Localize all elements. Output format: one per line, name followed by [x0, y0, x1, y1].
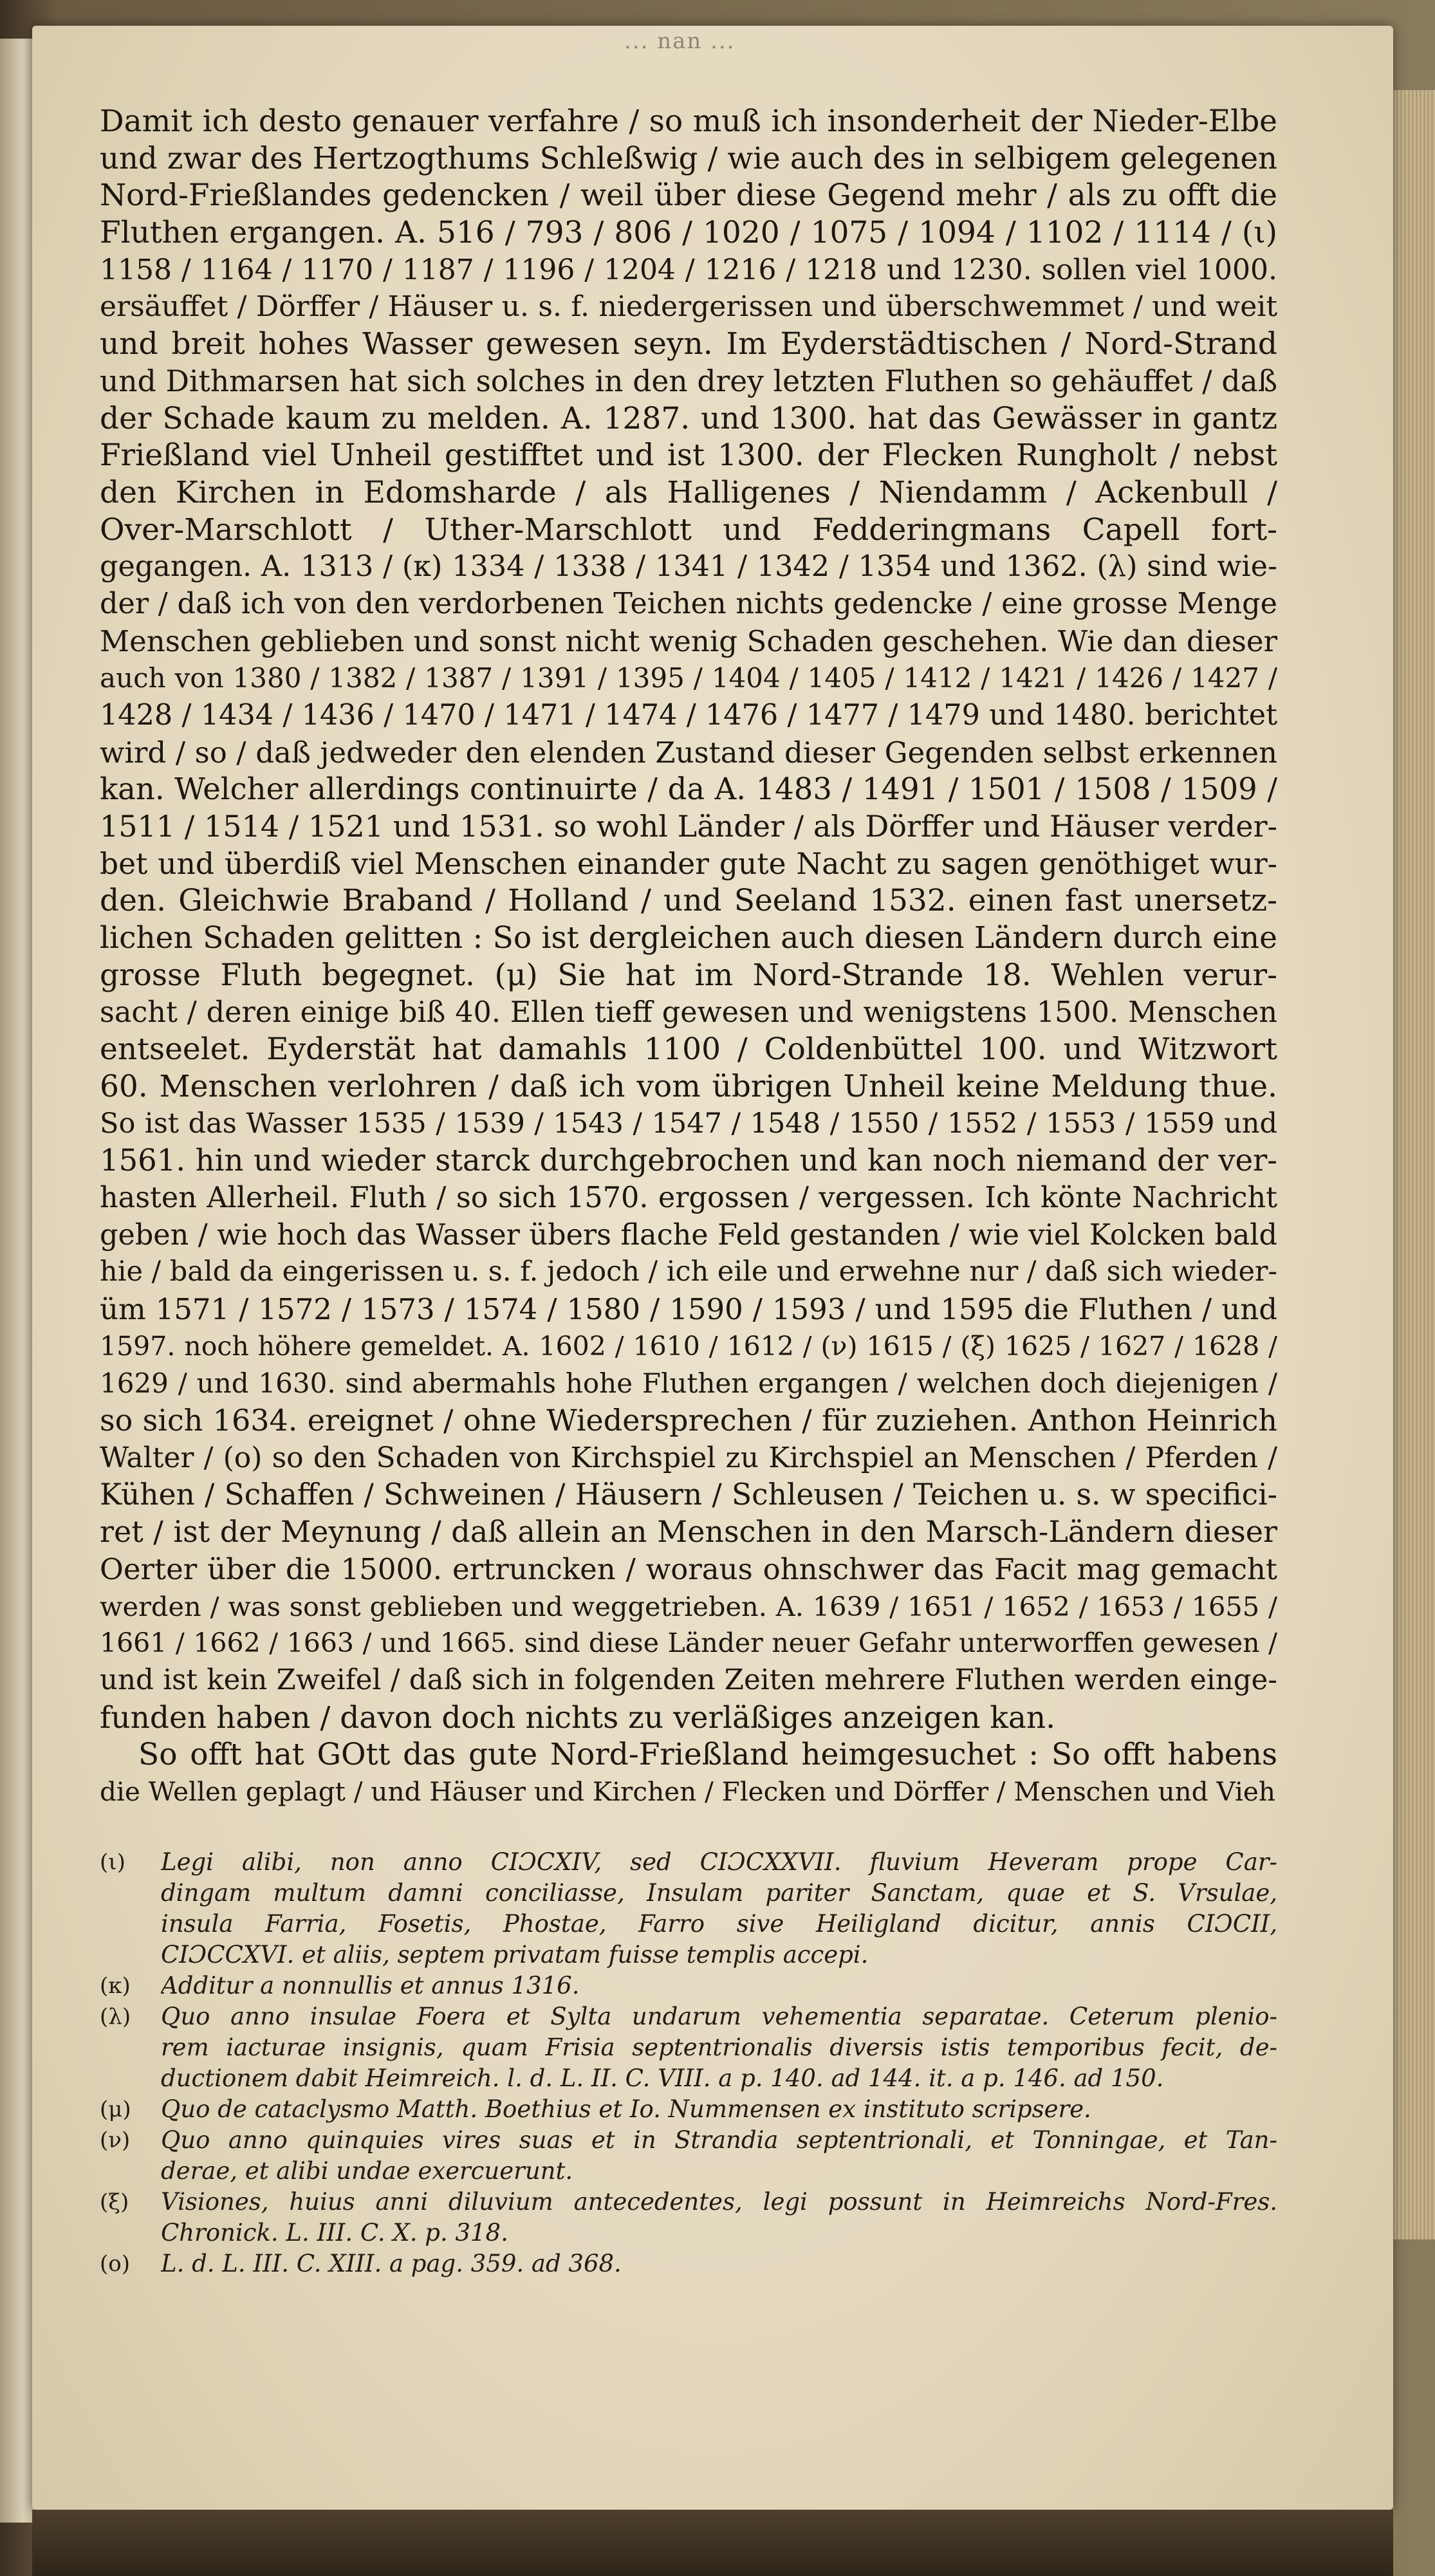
text-line: Oerter über die 15000. ertruncken / woraus ohnschwer das Facit mag gemacht — [100, 1552, 1277, 1586]
running-header-fragment: ... nan ... — [624, 28, 736, 54]
footnote-marker — [100, 2156, 161, 2187]
footnote-line — [100, 1847, 1277, 1878]
text-line: kan. Welcher allerdings continuirte / da A. 1483 / 1491 / 1501 / 1508 / 1509 / — [100, 772, 1277, 807]
text-line: und Dithmarsen hat sich solches in den drey letzten Fluthen so gehäuffet / daß — [100, 364, 1277, 398]
text-line: So offt hat GOtt das gute Nord-Frießland heimgesuchet : So offt habens — [138, 1737, 1277, 1773]
footnote-text: Additur a nonnullis et annus 1316. — [161, 1972, 580, 1999]
footnote-line — [100, 2125, 1277, 2156]
footnote-line — [100, 2156, 1277, 2187]
text-line: der / daß ich von den verdorbenen Teichen nichts gedencke / eine grosse Menge — [100, 587, 1277, 620]
bottom-shadow — [32, 2510, 1393, 2576]
footnote-line — [100, 1909, 1277, 1940]
text-line: der Schade kaum zu melden. A. 1287. und 1300. hat das Gewässer in gantz — [100, 400, 1277, 436]
text-line: Walter / (ο) so den Schaden von Kirchspiel zu Kirchspiel an Menschen / Pferden / — [100, 1441, 1277, 1474]
footnote-text: dingam multum damni conciliasse, Insulam pariter Sanctam, quae et S. Vrsulae, — [161, 1879, 1277, 1907]
footnote-line — [100, 2248, 1277, 2279]
footnote-line — [100, 2187, 1277, 2218]
footnote-line — [100, 1940, 1277, 1970]
text-line: auch von 1380 / 1382 / 1387 / 1391 / 1395 / 1404 / 1405 / 1412 / 1421 / 1426 / 1427 / — [100, 662, 1277, 694]
footnote-line — [100, 1878, 1277, 1909]
footnote-text: Legi alibi, non anno CIƆCXIV, sed CIƆCXXVII. fluvium Heveram prope Car- — [161, 1848, 1277, 1876]
text-line: bet und überdiß viel Menschen einander gute Nacht zu sagen genöthiget wur- — [100, 846, 1277, 881]
text-line: 1158 / 1164 / 1170 / 1187 / 1196 / 1204 / 1216 / 1218 und 1230. sollen viel 1000. — [100, 253, 1277, 286]
text-line: hie / bald da eingerissen u. s. f. jedoch / ich eile und erwehne nur / daß sich wieder- — [100, 1256, 1277, 1288]
text-line: ersäuffet / Dörffer / Häuser u. s. f. niedergerissen und überschwemmet / und weit — [100, 290, 1277, 324]
footnote-line — [100, 2063, 1277, 2094]
footnote-line — [100, 2001, 1277, 2032]
text-line: 60. Menschen verlohren / daß ich vom übrigen Unheil keine Meldung thue. — [100, 1068, 1277, 1104]
footnote-text: L. d. L. III. C. XIII. a pag. 359. ad 368. — [161, 2250, 622, 2277]
text-line: funden haben / davon doch nichts zu verläßiges anzeigen kan. — [100, 1700, 1056, 1736]
text-line: werden / was sonst geblieben und weggetrieben. A. 1639 / 1651 / 1652 / 1653 / 1655 / — [100, 1590, 1277, 1622]
book-fore-edge — [1387, 90, 1435, 2239]
footnote-marker — [100, 2032, 161, 2063]
footnotes-block — [100, 1847, 1277, 2279]
footnote-line — [100, 2094, 1277, 2125]
text-line: So ist das Wasser 1535 / 1539 / 1543 / 1547 / 1548 / 1550 / 1552 / 1553 / 1559 und — [100, 1107, 1277, 1140]
footnote-marker — [100, 1909, 161, 1940]
footnote-text: derae, et alibi undae exercuerunt. — [161, 2157, 573, 2185]
footnote-text: Quo anno quinquies vires suas et in Strandia septentrionali, et Tonningae, et Tan- — [161, 2126, 1277, 2154]
footnote-line — [100, 2032, 1277, 2063]
footnote-marker — [100, 1940, 161, 1970]
text-line: sacht / deren einige biß 40. Ellen tieff gewesen und wenigstens 1500. Menschen — [100, 996, 1277, 1029]
text-line: den. Gleichwie Braband / Holland / und Seeland 1532. einen fast unersetz- — [100, 883, 1277, 919]
text-line: 1428 / 1434 / 1436 / 1470 / 1471 / 1474 / 1476 / 1477 / 1479 und 1480. berichtet — [100, 699, 1277, 732]
text-line: 1629 / und 1630. sind abermahls hohe Fluthen ergangen / welchen doch diejenigen / — [100, 1367, 1277, 1400]
text-line: und breit hohes Wasser gewesen seyn. Im Eyderstädtischen / Nord-Strand — [100, 326, 1277, 362]
footnote-marker — [100, 1878, 161, 1909]
text-line: Fluthen ergangen. A. 516 / 793 / 806 / 1020 / 1075 / 1094 / 1102 / 1114 / (ι) — [100, 215, 1277, 251]
footnote-text: Chronick. L. III. C. X. p. 318. — [161, 2219, 508, 2247]
footnote-text: insula Farria, Fosetis, Phostae, Farro sive Heiligland dicitur, annis CIƆCII, — [161, 1910, 1277, 1938]
footnote-text: Quo anno insulae Foera et Sylta undarum vehementia separatae. Ceterum plenio- — [161, 2003, 1277, 2030]
text-line: 1511 / 1514 / 1521 und 1531. so wohl Länder / als Dörffer und Häuser verder- — [100, 809, 1277, 844]
footnote-marker: (ξ) — [100, 2189, 129, 2215]
footnote-marker: (μ) — [100, 2097, 131, 2122]
footnote-line — [100, 1970, 1277, 2001]
text-line: Nord-Frießlandes gedencken / weil über diese Gegend mehr / als zu offt die — [100, 178, 1277, 214]
main-text-block — [100, 103, 1277, 1811]
text-line: üm 1571 / 1572 / 1573 / 1574 / 1580 / 1590 / 1593 / und 1595 die Fluthen / und — [100, 1292, 1277, 1326]
text-line: Frießland viel Unheil gestifftet und ist 1300. der Flecken Rungholt / nebst — [100, 438, 1277, 474]
footnote-text: CIƆCCXVI. et aliis, septem privatam fuisse templis accepi. — [161, 1941, 869, 1969]
footnote-marker: (ο) — [100, 2251, 130, 2277]
text-line: geben / wie hoch das Wasser übers flache Feld gestanden / wie viel Kolcken bald — [100, 1218, 1277, 1252]
text-line: Menschen geblieben und sonst nicht wenig Schaden geschehen. Wie dan dieser — [100, 624, 1277, 658]
text-line: die Wellen geplagt / und Häuser und Kirchen / Flecken und Dörffer / Menschen und Vieh — [100, 1775, 1275, 1807]
footnote-line — [100, 2218, 1277, 2248]
text-line: Kühen / Schaffen / Schweinen / Häusern / Schleusen / Teichen u. s. w specifici- — [100, 1478, 1277, 1512]
text-line: 1661 / 1662 / 1663 / und 1665. sind diese Länder neuer Gefahr unterworffen gewesen / — [100, 1627, 1277, 1659]
footnote-text: Visiones, huius anni diluvium antecedentes, legi possunt in Heimreichs Nord-Fres. — [161, 2188, 1277, 2216]
text-line: 1597. noch höhere gemeldet. A. 1602 / 1610 / 1612 / (ν) 1615 / (ξ) 1625 / 1627 / 1628 / — [100, 1330, 1277, 1362]
footnote-text: ductionem dabit Heimreich. l. d. L. II. C. VIII. a p. 140. ad 144. it. a p. 146. ad 150. — [161, 2064, 1164, 2092]
text-line: Damit ich desto genauer verfahre / so muß ich insonderheit der Nieder-Elbe — [100, 104, 1277, 139]
footnote-marker — [100, 2218, 161, 2248]
text-line: entseelet. Eyderstät hat damahls 1100 / Coldenbüttel 100. und Witzwort — [100, 1032, 1277, 1068]
text-line: ret / ist der Meynung / daß allein an Menschen in den Marsch-Ländern dieser — [100, 1514, 1277, 1550]
text-line: und zwar des Hertzogthums Schleßwig / wie auch des in selbigem gelegenen — [100, 140, 1277, 176]
text-line: so sich 1634. ereignet / ohne Wiedersprechen / für zuziehen. Anthon Heinrich — [100, 1403, 1277, 1438]
page-sheet — [32, 26, 1393, 2510]
text-line: lichen Schaden gelitten : So ist dergleichen auch diesen Ländern durch eine — [100, 920, 1277, 956]
text-line: gegangen. A. 1313 / (κ) 1334 / 1338 / 1341 / 1342 / 1354 und 1362. (λ) sind wie- — [100, 550, 1277, 584]
text-line: grosse Fluth begegnet. (μ) Sie hat im Nord-Strande 18. Wehlen verur- — [100, 957, 1277, 993]
footnote-marker: (κ) — [100, 1973, 131, 1999]
text-line: hasten Allerheil. Fluth / so sich 1570. ergossen / vergessen. Ich könte Nachricht — [100, 1181, 1277, 1214]
footnote-text: rem iacturae insignis, quam Frisia septentrionalis diversis istis temporibus fecit, de- — [161, 2034, 1277, 2061]
text-line: 1561. hin und wieder starck durchgebrochen und kan noch niemand der ver- — [100, 1143, 1277, 1178]
footnote-marker — [100, 2063, 161, 2094]
text-line: Over-Marschlott / Uther-Marschlott und Fedderingmans Capell fort- — [100, 512, 1277, 548]
text-line: wird / so / daß jedweder den elenden Zustand dieser Gegenden selbst erkennen — [100, 735, 1277, 770]
text-line: den Kirchen in Edomsharde / als Halligenes / Niendamm / Ackenbull / — [100, 474, 1277, 510]
footnote-marker: (ι) — [100, 1849, 125, 1875]
footnote-text: Quo de cataclysmo Matth. Boethius et Io. Nummensen ex instituto scripsere. — [161, 2095, 1091, 2123]
footnote-marker: (λ) — [100, 2004, 131, 2030]
text-line: und ist kein Zweifel / daß sich in folgenden Zeiten mehrere Fluthen werden einge- — [100, 1663, 1277, 1696]
footnote-marker: (ν) — [100, 2127, 131, 2153]
